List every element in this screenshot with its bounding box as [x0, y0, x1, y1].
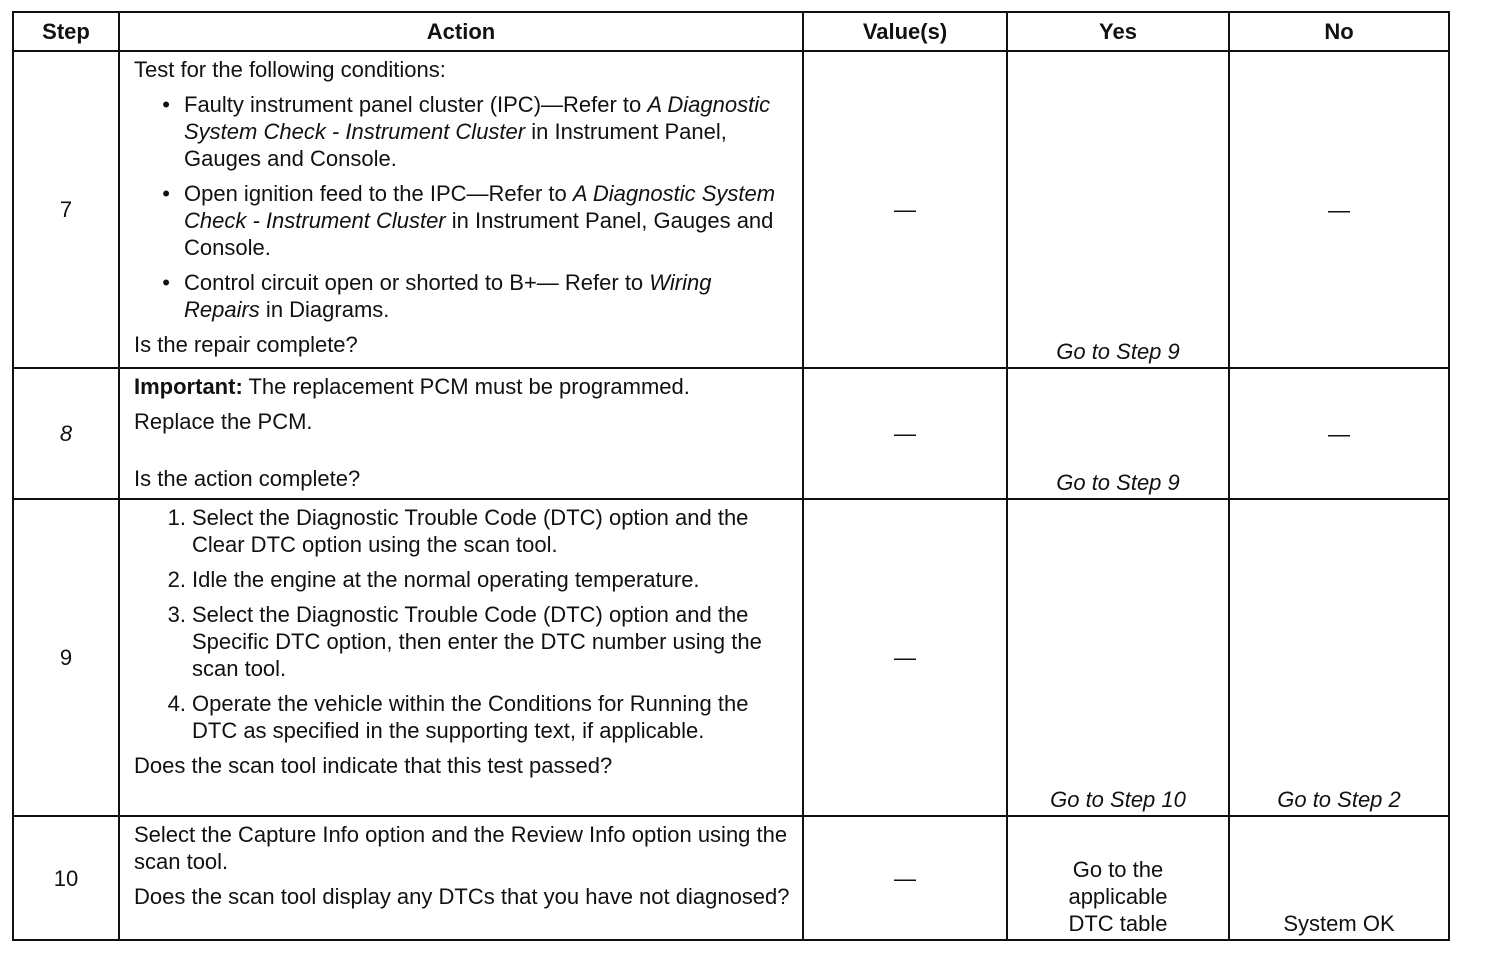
step-number: 10 [13, 816, 119, 940]
no-cell [1229, 368, 1449, 499]
yes-result: Go to the applicable DTC table [1068, 857, 1168, 936]
step-number: 9 [13, 499, 119, 816]
list-item: 4. Operate the vehicle within the Conditions for Running the DTC as specified in the supporting text, if applicable. [167, 691, 749, 743]
step-number: 7 [13, 51, 119, 368]
action-intro: Test for the following conditions: [134, 57, 446, 82]
important-label: Important: [134, 374, 243, 399]
diagnostic-table [12, 11, 1450, 941]
list-item: 2. Idle the engine at the normal operating temperature. [167, 567, 700, 592]
value-cell: — [803, 499, 1007, 816]
action-question: Does the scan tool display any DTCs that you have not diagnosed? [134, 884, 790, 909]
action-cell [119, 499, 803, 816]
no-cell [1229, 499, 1449, 816]
header-values: Value(s) [803, 12, 1007, 51]
bullet-icon: • [162, 270, 170, 295]
no-cell [1229, 51, 1449, 368]
action-question: Is the action complete? [134, 466, 361, 491]
no-result: System OK [1283, 911, 1395, 936]
no-result: — [1328, 421, 1350, 446]
list-item: • Open ignition feed to the IPC—Refer to A Diagnostic System Check - Instrument Cluster in Instrument Panel, Gauges and Console. [134, 180, 792, 261]
no-cell [1229, 816, 1449, 940]
list-item: • Control circuit open or shorted to B+— Refer to Wiring Repairs in Diagrams. [134, 269, 792, 323]
action-text: Select the Capture Info option and the Review Info option using the scan tool. [134, 822, 788, 874]
action-cell [119, 51, 803, 368]
header-row [13, 12, 1449, 51]
header-no: No [1229, 12, 1449, 51]
step-number: 8 [13, 368, 119, 499]
value-cell: — [803, 816, 1007, 940]
value-cell: — [803, 368, 1007, 499]
yes-result: Go to Step 9 [1056, 339, 1180, 364]
yes-result: Go to Step 9 [1056, 470, 1180, 495]
value-cell: — [803, 51, 1007, 368]
header-action: Action [119, 12, 803, 51]
list-item: • Faulty instrument panel cluster (IPC)—Refer to A Diagnostic System Check - Instrument Cluster in Instrument Panel, Gauges and Console. [134, 91, 792, 172]
header-yes: Yes [1007, 12, 1229, 51]
no-result: — [1328, 197, 1350, 222]
header-step: Step [13, 12, 119, 51]
important-text: The replacement PCM must be programmed. [242, 374, 690, 399]
bullet-icon: • [162, 92, 170, 117]
table-row-step-9 [13, 499, 1449, 816]
list-item: 3. Select the Diagnostic Trouble Code (DTC) option and the Specific DTC option, then enter the DTC number using the scan tool. [167, 602, 762, 681]
yes-cell [1007, 499, 1229, 816]
table-row-step-8 [13, 368, 1449, 499]
action-cell [119, 368, 803, 499]
yes-cell [1007, 368, 1229, 499]
action-question: Does the scan tool indicate that this test passed? [134, 753, 613, 778]
list-item: 1. Select the Diagnostic Trouble Code (DTC) option and the Clear DTC option using the scan tool. [167, 505, 749, 557]
bullet-icon: • [162, 181, 170, 206]
action-question: Is the repair complete? [134, 332, 358, 357]
yes-cell [1007, 51, 1229, 368]
action-cell [119, 816, 803, 940]
table-row-step-7 [13, 51, 1449, 368]
no-result: Go to Step 2 [1277, 787, 1401, 812]
action-text: Replace the PCM. [134, 409, 313, 434]
yes-cell [1007, 816, 1229, 940]
table-row-step-10 [13, 816, 1449, 940]
yes-result: Go to Step 10 [1050, 787, 1186, 812]
